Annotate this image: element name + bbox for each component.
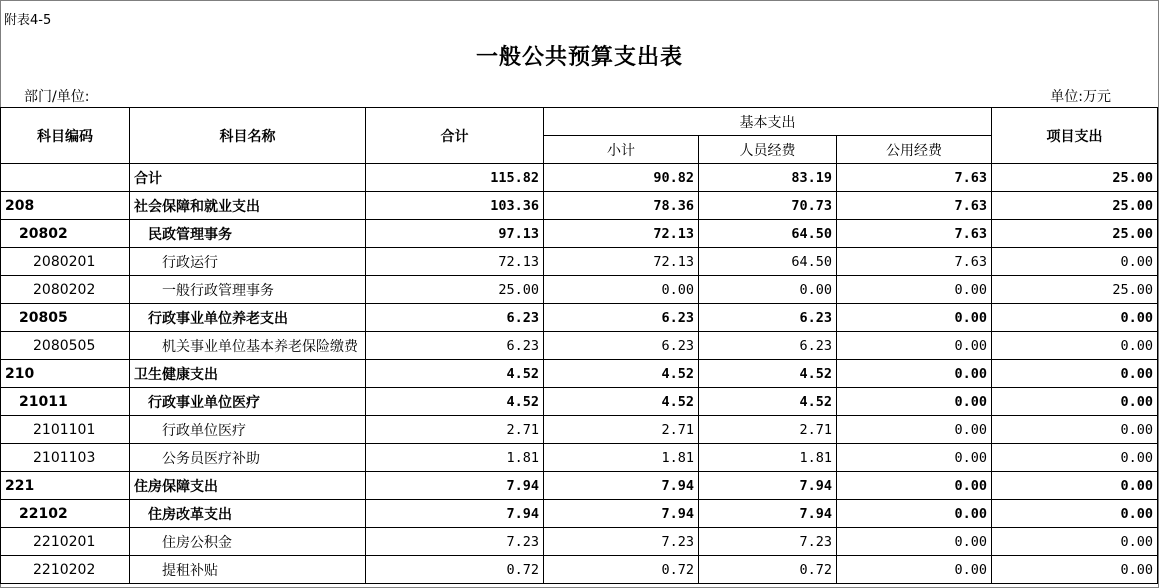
cell-total: 7.94 (366, 500, 544, 528)
table-row (1, 556, 1158, 584)
header-public: 公用经费 (837, 136, 992, 164)
cell-subtotal: 7.94 (544, 500, 699, 528)
cell-subtotal: 0.00 (544, 276, 699, 304)
cell-project: 0.00 (992, 444, 1158, 472)
cell-name: 合计 (130, 164, 366, 192)
cell-public: 0.00 (837, 388, 992, 416)
cell-project: 25.00 (992, 192, 1158, 220)
table-row (1, 500, 1158, 528)
cell-code: 2210201 (1, 528, 130, 556)
table-row (1, 444, 1158, 472)
cell-personnel: 6.23 (699, 332, 837, 360)
cell-project: 0.00 (992, 388, 1158, 416)
cell-personnel: 1.81 (699, 444, 837, 472)
cell-project: 0.00 (992, 248, 1158, 276)
cell-project: 0.00 (992, 472, 1158, 500)
cell-subtotal: 78.36 (544, 192, 699, 220)
cell-name: 社会保障和就业支出 (130, 192, 366, 220)
cell-public: 7.63 (837, 248, 992, 276)
cell-subtotal: 6.23 (544, 332, 699, 360)
cell-subtotal: 6.23 (544, 304, 699, 332)
cell-code (1, 164, 130, 192)
cell-personnel: 7.94 (699, 500, 837, 528)
cell-code: 2080202 (1, 276, 130, 304)
cell-total: 7.94 (366, 472, 544, 500)
cell-project: 25.00 (992, 276, 1158, 304)
cell-public: 7.63 (837, 164, 992, 192)
table-row (1, 304, 1158, 332)
cell-project: 0.00 (992, 416, 1158, 444)
cell-project: 0.00 (992, 500, 1158, 528)
cell-code: 2101103 (1, 444, 130, 472)
cell-project: 25.00 (992, 164, 1158, 192)
budget-table (0, 107, 1158, 584)
cell-total: 4.52 (366, 388, 544, 416)
cell-project: 0.00 (992, 332, 1158, 360)
table-row (1, 248, 1158, 276)
table-row (1, 360, 1158, 388)
cell-total: 7.23 (366, 528, 544, 556)
cell-personnel: 70.73 (699, 192, 837, 220)
cell-name: 住房改革支出 (130, 500, 366, 528)
cell-code: 208 (1, 192, 130, 220)
cell-public: 0.00 (837, 500, 992, 528)
table-row (1, 472, 1158, 500)
cell-personnel: 2.71 (699, 416, 837, 444)
cell-subtotal: 7.23 (544, 528, 699, 556)
cell-name: 公务员医疗补助 (130, 444, 366, 472)
header-code: 科目编码 (1, 108, 130, 164)
cell-public: 0.00 (837, 472, 992, 500)
cell-name: 提租补贴 (130, 556, 366, 584)
cell-total: 0.72 (366, 556, 544, 584)
cell-personnel: 4.52 (699, 360, 837, 388)
cell-project: 25.00 (992, 220, 1158, 248)
cell-total: 6.23 (366, 304, 544, 332)
cell-code: 20805 (1, 304, 130, 332)
cell-subtotal: 7.94 (544, 472, 699, 500)
cell-personnel: 83.19 (699, 164, 837, 192)
header-subtotal: 小计 (544, 136, 699, 164)
cell-public: 7.63 (837, 220, 992, 248)
page-title: 一般公共预算支出表 (475, 44, 683, 70)
cell-total: 25.00 (366, 276, 544, 304)
header-total: 合计 (366, 108, 544, 164)
cell-name: 行政事业单位养老支出 (130, 304, 366, 332)
cell-name: 住房公积金 (130, 528, 366, 556)
cell-total: 72.13 (366, 248, 544, 276)
cell-code: 210 (1, 360, 130, 388)
cell-project: 0.00 (992, 304, 1158, 332)
department-label: 部门/单位: (24, 89, 90, 105)
cell-name: 行政事业单位医疗 (130, 388, 366, 416)
header-name: 科目名称 (130, 108, 366, 164)
cell-total: 103.36 (366, 192, 544, 220)
cell-personnel: 4.52 (699, 388, 837, 416)
cell-total: 115.82 (366, 164, 544, 192)
cell-name: 机关事业单位基本养老保险缴费 (130, 332, 366, 360)
cell-public: 0.00 (837, 416, 992, 444)
cell-total: 1.81 (366, 444, 544, 472)
cell-public: 0.00 (837, 360, 992, 388)
cell-subtotal: 4.52 (544, 388, 699, 416)
cell-subtotal: 1.81 (544, 444, 699, 472)
cell-public: 0.00 (837, 304, 992, 332)
table-row (1, 192, 1158, 220)
table-row (1, 416, 1158, 444)
cell-public: 7.63 (837, 192, 992, 220)
cell-code: 22102 (1, 500, 130, 528)
cell-public: 0.00 (837, 444, 992, 472)
cell-subtotal: 4.52 (544, 360, 699, 388)
table-row (1, 332, 1158, 360)
cell-personnel: 7.94 (699, 472, 837, 500)
cell-personnel: 6.23 (699, 304, 837, 332)
table-row (1, 164, 1158, 192)
cell-project: 0.00 (992, 360, 1158, 388)
table-row (1, 528, 1158, 556)
cell-personnel: 64.50 (699, 220, 837, 248)
cell-public: 0.00 (837, 332, 992, 360)
cell-subtotal: 72.13 (544, 220, 699, 248)
table-row (1, 220, 1158, 248)
cell-subtotal: 0.72 (544, 556, 699, 584)
cell-total: 2.71 (366, 416, 544, 444)
table-row (1, 276, 1158, 304)
cell-name: 民政管理事务 (130, 220, 366, 248)
cell-personnel: 64.50 (699, 248, 837, 276)
cell-personnel: 0.72 (699, 556, 837, 584)
header-personnel: 人员经费 (699, 136, 837, 164)
cell-name: 住房保障支出 (130, 472, 366, 500)
cell-public: 0.00 (837, 556, 992, 584)
cell-total: 4.52 (366, 360, 544, 388)
cell-public: 0.00 (837, 528, 992, 556)
cell-name: 行政单位医疗 (130, 416, 366, 444)
cell-personnel: 7.23 (699, 528, 837, 556)
cell-total: 97.13 (366, 220, 544, 248)
header-project: 项目支出 (992, 108, 1158, 164)
cell-name: 卫生健康支出 (130, 360, 366, 388)
cell-personnel: 0.00 (699, 276, 837, 304)
cell-project: 0.00 (992, 528, 1158, 556)
cell-code: 2101101 (1, 416, 130, 444)
cell-code: 221 (1, 472, 130, 500)
header-basic: 基本支出 (544, 108, 992, 136)
cell-subtotal: 90.82 (544, 164, 699, 192)
cell-code: 2080505 (1, 332, 130, 360)
cell-code: 20802 (1, 220, 130, 248)
cell-subtotal: 72.13 (544, 248, 699, 276)
cell-public: 0.00 (837, 276, 992, 304)
cell-subtotal: 2.71 (544, 416, 699, 444)
cell-code: 2210202 (1, 556, 130, 584)
cell-total: 6.23 (366, 332, 544, 360)
table-row (1, 388, 1158, 416)
cell-name: 一般行政管理事务 (130, 276, 366, 304)
attachment-label: 附表4-5 (4, 13, 52, 28)
cell-code: 2080201 (1, 248, 130, 276)
cell-code: 21011 (1, 388, 130, 416)
cell-name: 行政运行 (130, 248, 366, 276)
cell-project: 0.00 (992, 556, 1158, 584)
unit-label: 单位:万元 (1050, 89, 1111, 105)
